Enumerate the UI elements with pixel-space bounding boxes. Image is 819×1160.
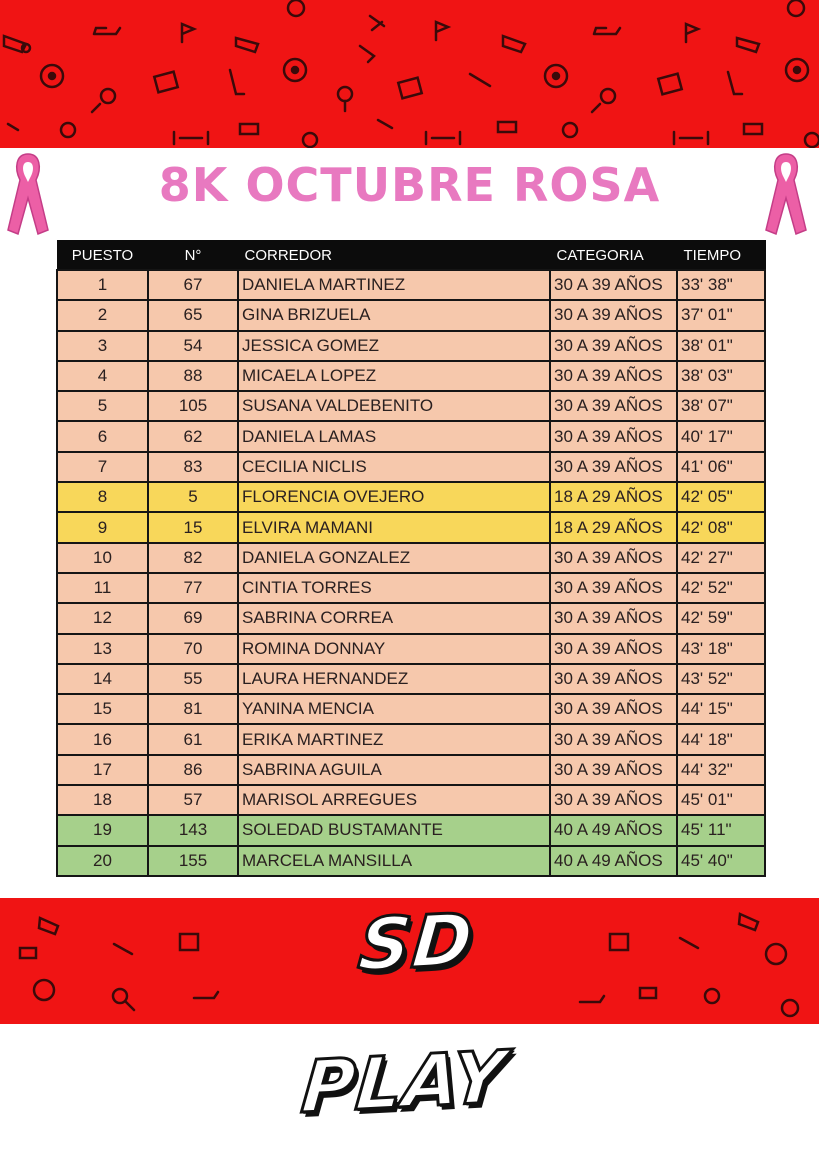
cell-numero: 88	[148, 361, 238, 391]
cell-numero: 70	[148, 634, 238, 664]
cell-numero: 55	[148, 664, 238, 694]
cell-tiempo: 45' 40"	[677, 846, 765, 876]
table-row	[57, 391, 765, 421]
cell-corredor: MICAELA LOPEZ	[238, 361, 550, 391]
hockey-stick-icon	[680, 938, 698, 948]
cell-categoria: 30 A 39 AÑOS	[550, 573, 677, 603]
whistle-icon	[4, 36, 30, 52]
cell-tiempo: 33' 38"	[677, 270, 765, 300]
cell-puesto: 8	[57, 482, 148, 512]
cell-puesto: 19	[57, 815, 148, 845]
cell-puesto: 6	[57, 421, 148, 451]
cell-categoria: 30 A 39 AÑOS	[550, 785, 677, 815]
cell-categoria: 30 A 39 AÑOS	[550, 724, 677, 754]
hockey-stick-icon	[230, 70, 244, 94]
soccer-ball-icon	[288, 0, 304, 16]
cell-puesto: 5	[57, 391, 148, 421]
cap-icon	[640, 988, 656, 998]
cell-categoria: 30 A 39 AÑOS	[550, 452, 677, 482]
ring-icon	[303, 133, 317, 147]
cell-corredor: SABRINA AGUILA	[238, 755, 550, 785]
table-row	[57, 815, 765, 845]
cell-numero: 86	[148, 755, 238, 785]
sd-play-logo	[245, 872, 575, 1130]
cell-numero: 77	[148, 573, 238, 603]
cell-puesto: 7	[57, 452, 148, 482]
soccer-ball-icon	[545, 65, 567, 87]
cell-categoria: 40 A 49 AÑOS	[550, 815, 677, 845]
top-pattern-band	[0, 0, 819, 148]
cell-numero: 105	[148, 391, 238, 421]
cell-numero: 69	[148, 603, 238, 633]
table-row	[57, 331, 765, 361]
cell-numero: 82	[148, 543, 238, 573]
dumbbell-icon	[174, 132, 208, 144]
cell-puesto: 1	[57, 270, 148, 300]
skate-icon	[378, 120, 392, 128]
soccer-ball-icon	[766, 944, 786, 964]
cell-categoria: 40 A 49 AÑOS	[550, 846, 677, 876]
cell-numero: 155	[148, 846, 238, 876]
header-categoria: CATEGORIA	[550, 241, 677, 271]
table-row	[57, 634, 765, 664]
cell-numero: 81	[148, 694, 238, 724]
soccer-ball-icon	[782, 1000, 798, 1016]
cell-corredor: FLORENCIA OVEJERO	[238, 482, 550, 512]
cell-numero: 65	[148, 300, 238, 330]
cell-puesto: 17	[57, 755, 148, 785]
cell-numero: 67	[148, 270, 238, 300]
soccer-ball-icon	[41, 65, 63, 87]
racket-icon	[92, 89, 115, 112]
cell-categoria: 30 A 39 AÑOS	[550, 664, 677, 694]
racket-icon	[61, 123, 75, 137]
cell-categoria: 30 A 39 AÑOS	[550, 694, 677, 724]
cell-tiempo: 42' 59"	[677, 603, 765, 633]
cell-corredor: DANIELA LAMAS	[238, 421, 550, 451]
cell-tiempo: 42' 27"	[677, 543, 765, 573]
cell-corredor: GINA BRIZUELA	[238, 300, 550, 330]
skate-icon	[370, 16, 384, 30]
cell-numero: 61	[148, 724, 238, 754]
cell-corredor: DANIELA GONZALEZ	[238, 543, 550, 573]
cell-corredor: YANINA MENCIA	[238, 694, 550, 724]
cell-puesto: 12	[57, 603, 148, 633]
table-row	[57, 755, 765, 785]
cell-corredor: CINTIA TORRES	[238, 573, 550, 603]
cell-numero: 57	[148, 785, 238, 815]
cell-tiempo: 42' 08"	[677, 512, 765, 542]
results-body	[57, 270, 765, 876]
cell-numero: 54	[148, 331, 238, 361]
cell-puesto: 9	[57, 512, 148, 542]
cap-icon	[20, 948, 36, 958]
table-row	[57, 603, 765, 633]
soccer-ball-icon	[34, 980, 54, 1000]
cell-puesto: 4	[57, 361, 148, 391]
hockey-stick-icon	[470, 74, 490, 86]
sneaker-icon	[594, 28, 620, 34]
sneaker-icon	[194, 992, 218, 998]
cell-numero: 62	[148, 421, 238, 451]
cell-puesto: 16	[57, 724, 148, 754]
cell-puesto: 13	[57, 634, 148, 664]
cell-puesto: 2	[57, 300, 148, 330]
whistle-icon	[737, 38, 759, 52]
cell-tiempo: 42' 52"	[677, 573, 765, 603]
cell-puesto: 11	[57, 573, 148, 603]
cell-corredor: LAURA HERNANDEZ	[238, 664, 550, 694]
cell-corredor: ELVIRA MAMANI	[238, 512, 550, 542]
table-row	[57, 512, 765, 542]
cell-tiempo: 41' 06"	[677, 452, 765, 482]
cell-corredor: JESSICA GOMEZ	[238, 331, 550, 361]
cell-tiempo: 45' 11"	[677, 815, 765, 845]
cell-categoria: 18 A 29 AÑOS	[550, 482, 677, 512]
header-numero: N°	[148, 241, 238, 271]
table-row	[57, 270, 765, 300]
cell-tiempo: 40' 17"	[677, 421, 765, 451]
cap-icon	[240, 124, 258, 134]
cell-tiempo: 38' 07"	[677, 391, 765, 421]
racket-icon	[113, 989, 134, 1010]
trophy-icon	[398, 78, 421, 99]
sneaker-icon	[580, 996, 604, 1002]
page-title: 8K OCTUBRE ROSA	[158, 158, 661, 212]
cell-categoria: 30 A 39 AÑOS	[550, 634, 677, 664]
cell-categoria: 30 A 39 AÑOS	[550, 300, 677, 330]
dumbbell-icon	[426, 132, 460, 144]
skate-icon	[8, 124, 18, 130]
table-row	[57, 543, 765, 573]
cell-puesto: 14	[57, 664, 148, 694]
cell-tiempo: 38' 03"	[677, 361, 765, 391]
table-row	[57, 452, 765, 482]
table-row	[57, 573, 765, 603]
cell-categoria: 30 A 39 AÑOS	[550, 391, 677, 421]
cell-numero: 5	[148, 482, 238, 512]
cell-tiempo: 43' 18"	[677, 634, 765, 664]
whistle-icon	[236, 38, 258, 52]
cell-tiempo: 44' 18"	[677, 724, 765, 754]
cell-corredor: MARCELA MANSILLA	[238, 846, 550, 876]
cell-numero: 83	[148, 452, 238, 482]
soccer-ball-icon	[788, 0, 804, 16]
sneaker-icon	[94, 28, 120, 34]
cell-tiempo: 37' 01"	[677, 300, 765, 330]
trophy-icon	[610, 934, 628, 950]
cell-categoria: 18 A 29 AÑOS	[550, 512, 677, 542]
cell-categoria: 30 A 39 AÑOS	[550, 755, 677, 785]
cell-tiempo: 43' 52"	[677, 664, 765, 694]
hockey-stick-icon	[728, 72, 742, 94]
trophy-icon	[180, 934, 198, 950]
table-row	[57, 694, 765, 724]
cell-corredor: ERIKA MARTINEZ	[238, 724, 550, 754]
table-row	[57, 361, 765, 391]
cell-puesto: 10	[57, 543, 148, 573]
racket-icon	[338, 87, 352, 111]
table-row	[57, 421, 765, 451]
cell-puesto: 18	[57, 785, 148, 815]
table-row	[57, 724, 765, 754]
cell-tiempo: 42' 05"	[677, 482, 765, 512]
header-puesto: PUESTO	[57, 241, 148, 271]
cell-corredor: SOLEDAD BUSTAMANTE	[238, 815, 550, 845]
cell-categoria: 30 A 39 AÑOS	[550, 331, 677, 361]
cell-puesto: 3	[57, 331, 148, 361]
racket-icon	[592, 89, 615, 112]
flag-icon	[436, 22, 448, 40]
racket-icon	[563, 123, 577, 137]
cell-corredor: MARISOL ARREGUES	[238, 785, 550, 815]
cell-corredor: SUSANA VALDEBENITO	[238, 391, 550, 421]
whistle-icon	[739, 914, 758, 930]
cell-tiempo: 44' 15"	[677, 694, 765, 724]
dumbbell-icon	[674, 132, 708, 144]
table-row	[57, 785, 765, 815]
logo-text: SD PLAY	[298, 897, 510, 1130]
flag-icon	[686, 24, 698, 42]
flag-icon	[182, 24, 194, 42]
skate-icon	[360, 46, 374, 62]
cell-tiempo: 44' 32"	[677, 755, 765, 785]
cell-puesto: 15	[57, 694, 148, 724]
trophy-icon	[658, 74, 681, 95]
cell-corredor: DANIELA MARTINEZ	[238, 270, 550, 300]
cell-categoria: 30 A 39 AÑOS	[550, 270, 677, 300]
results-table	[56, 240, 766, 877]
cell-categoria: 30 A 39 AÑOS	[550, 603, 677, 633]
hockey-stick-icon	[114, 944, 132, 954]
table-row	[57, 664, 765, 694]
cell-corredor: ROMINA DONNAY	[238, 634, 550, 664]
header-corredor: CORREDOR	[238, 241, 550, 271]
whistle-icon	[39, 918, 58, 934]
cap-icon	[744, 124, 762, 134]
cell-categoria: 30 A 39 AÑOS	[550, 361, 677, 391]
sports-pattern	[0, 0, 819, 148]
cell-corredor: CECILIA NICLIS	[238, 452, 550, 482]
cell-puesto: 20	[57, 846, 148, 876]
cell-categoria: 30 A 39 AÑOS	[550, 421, 677, 451]
soccer-ball-icon	[284, 59, 306, 81]
racket-icon	[705, 989, 719, 1003]
cell-numero: 143	[148, 815, 238, 845]
cell-categoria: 30 A 39 AÑOS	[550, 543, 677, 573]
table-row	[57, 300, 765, 330]
table-row	[57, 482, 765, 512]
ring-icon	[805, 133, 819, 147]
table-header-row	[57, 241, 765, 271]
cell-numero: 15	[148, 512, 238, 542]
trophy-icon	[154, 72, 177, 93]
cell-corredor: SABRINA CORREA	[238, 603, 550, 633]
soccer-ball-icon	[786, 59, 808, 81]
whistle-icon	[503, 36, 525, 52]
header-tiempo: TIEMPO	[677, 241, 765, 271]
cap-icon	[498, 122, 516, 132]
cell-tiempo: 45' 01"	[677, 785, 765, 815]
cell-tiempo: 38' 01"	[677, 331, 765, 361]
